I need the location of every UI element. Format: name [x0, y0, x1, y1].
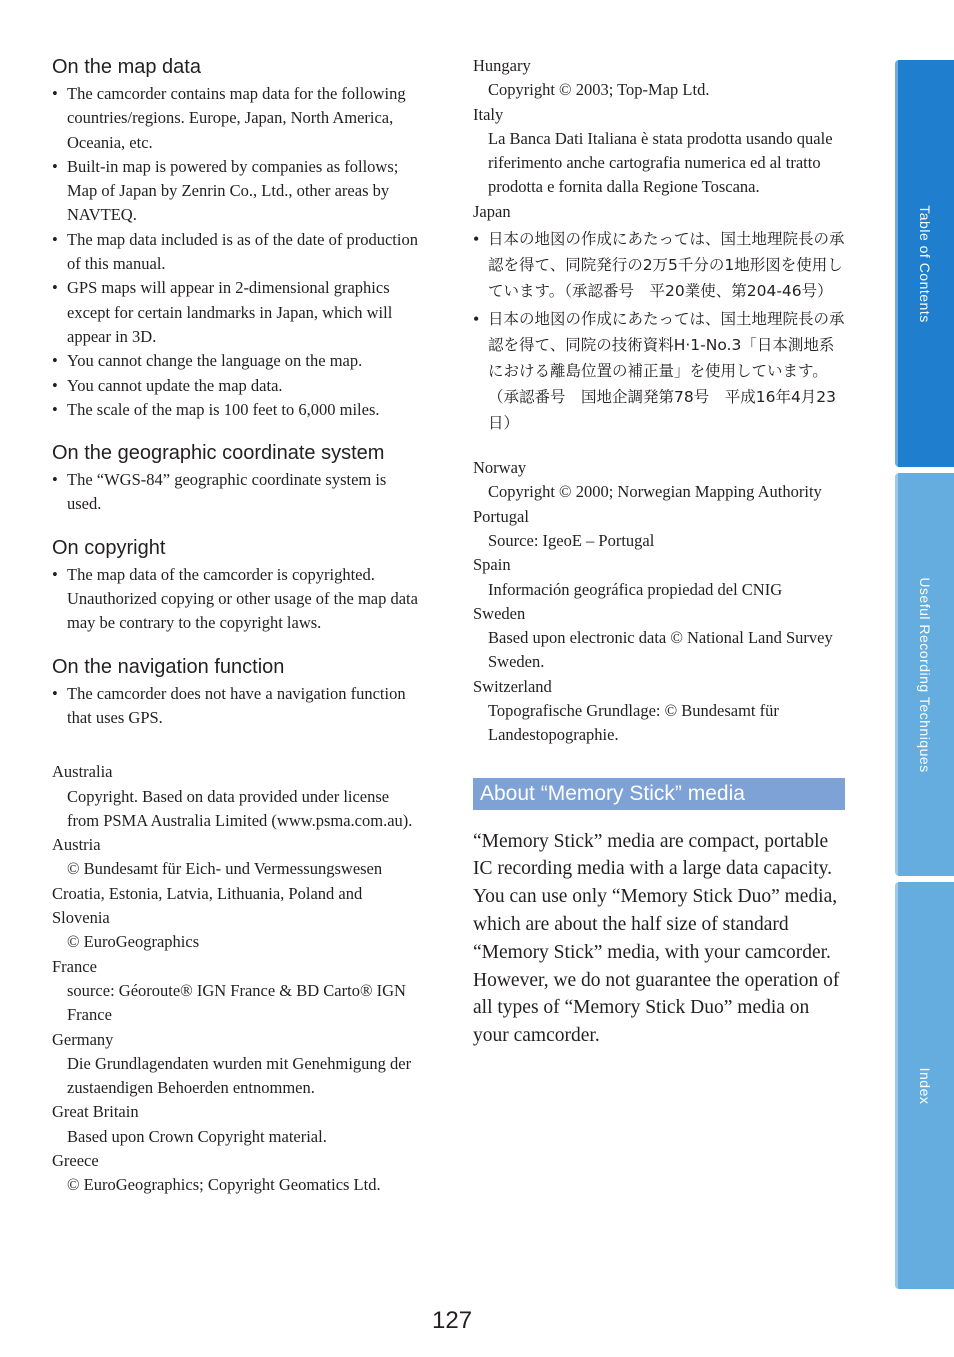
country-entry	[52, 955, 424, 1028]
country-name: Australia	[52, 762, 113, 782]
country-name: France	[52, 956, 97, 976]
country-text: Based upon Crown Copyright material.	[67, 1126, 327, 1146]
country-entry	[473, 675, 845, 748]
navigation-heading: On the navigation function	[52, 655, 285, 678]
country-entry-japan	[473, 200, 845, 436]
country-name: Spain	[473, 555, 511, 575]
list-item: • The “WGS-84” geographic coordinate system is used.	[52, 468, 424, 517]
memory-stick-body	[473, 828, 845, 1050]
country-text: La Banca Dati Italiana è stata prodotta usando quale riferimento anche cartografia numerica ed al tratto prodotta e fornita dalla Regione Toscana.	[488, 128, 833, 197]
left-column	[52, 54, 424, 1198]
tab-useful-recording-techniques[interactable]	[895, 473, 954, 876]
country-name: Hungary	[473, 56, 531, 75]
right-column	[473, 54, 845, 1050]
country-text: Copyright © 2000; Norwegian Mapping Authority	[488, 482, 822, 502]
country-entry	[473, 505, 845, 554]
country-name: Great Britain	[52, 1102, 139, 1122]
country-entry	[52, 1100, 424, 1149]
country-name: Japan	[473, 201, 511, 221]
copyright-list	[52, 563, 424, 636]
country-text: © Bundesamt für Eich- und Vermessungswesen	[67, 859, 383, 879]
tab-table-of-contents[interactable]	[895, 60, 954, 467]
country-text: Copyright © 2003; Top-Map Ltd.	[488, 80, 710, 100]
country-entry	[473, 553, 845, 602]
list-item: • The map data of the camcorder is copyrighted. Unauthorized copying or other usage of the map data may be contrary to the copyright laws.	[52, 563, 424, 636]
country-text: Información geográfica propiedad del CNIG	[488, 579, 783, 599]
country-name: Germany	[52, 1029, 114, 1049]
list-item: • GPS maps will appear in 2-dimensional graphics except for certain landmarks in Japan, which will appear in 3D.	[52, 276, 424, 349]
country-text: Source: IgeoE – Portugal	[488, 530, 655, 550]
country-text: Based upon electronic data © National Land Survey Sweden.	[488, 628, 833, 672]
country-name: Switzerland	[473, 676, 552, 696]
list-item: • The map data included is as of the date of production of this manual.	[52, 228, 424, 277]
country-entry	[52, 882, 424, 955]
country-entry	[473, 54, 845, 103]
tab-label: Index	[916, 1067, 933, 1104]
tab-label: Useful Recording Techniques	[916, 576, 933, 773]
country-name: Norway	[473, 458, 527, 478]
paragraph: However, we do not guarantee the operation of all types of “Memory Stick Duo” media on your camcorder.	[473, 969, 840, 1047]
japan-list	[473, 226, 845, 436]
country-name: Croatia, Estonia, Latvia, Lithuania, Poland and Slovenia	[52, 883, 363, 928]
country-name: Italy	[473, 104, 504, 124]
map-data-list	[52, 82, 424, 422]
navigation-list	[52, 682, 424, 731]
country-text: Copyright. Based on data provided under license from PSMA Australia Limited (www.psma.com.au).	[67, 786, 413, 830]
list-item: • You cannot change the language on the map.	[52, 349, 424, 373]
country-text: Topografische Grundlage: © Bundesamt für Landestopographie.	[488, 701, 779, 745]
list-item: • You cannot update the map data.	[52, 374, 424, 398]
list-item: • The camcorder does not have a navigation function that uses GPS.	[52, 682, 424, 731]
geo-list	[52, 468, 424, 517]
memory-stick-heading: About “Memory Stick” media	[473, 778, 845, 810]
country-entry	[473, 456, 845, 505]
paragraph: You can use only “Memory Stick Duo” media, which are about the half size of standard “Memory Stick” media, with your camcorder.	[473, 886, 838, 963]
list-item: • Built-in map is powered by companies as follows; Map of Japan by Zenrin Co., Ltd., other areas by NAVTEQ.	[52, 155, 424, 228]
country-entry	[473, 602, 845, 675]
country-text: source: Géoroute® IGN France & BD Carto® IGN France	[67, 980, 406, 1025]
list-item: • The camcorder contains map data for the following countries/regions. Europe, Japan, North America, Oceania, etc.	[52, 82, 424, 155]
page-number: 127	[432, 1307, 473, 1334]
list-item: • 日本の地図の作成にあたっては、国土地理院長の承認を得て、同院発行の2万5千分の1地形図を使用しています。（承認番号 平20業使、第204-46号）	[473, 226, 845, 304]
country-entry	[52, 1149, 424, 1198]
country-entry	[473, 103, 845, 200]
tab-index[interactable]	[895, 882, 954, 1289]
list-item: • 日本の地図の作成にあたっては、国土地理院長の承認を得て、同院の技術資料H·1-No.3「日本測地系における離島位置の補正量」を使用しています。（承認番号 国地企調発第78号 平成16年4月23日）	[473, 306, 845, 436]
country-name: Greece	[52, 1150, 99, 1170]
paragraph: “Memory Stick” media are compact, portable IC recording media with a large data capacity.	[473, 830, 832, 880]
country-text: © EuroGeographics; Copyright Geomatics Ltd.	[67, 1175, 381, 1195]
tab-label: Table of Contents	[916, 204, 933, 323]
copyright-heading: On copyright	[52, 536, 166, 559]
country-name: Sweden	[473, 603, 526, 623]
country-text: © EuroGeographics	[67, 932, 200, 952]
country-text: Die Grundlagendaten wurden mit Genehmigung der zustaendigen Behoerden entnommen.	[67, 1053, 412, 1098]
country-entry	[52, 833, 424, 882]
country-entry	[52, 760, 424, 833]
country-name: Austria	[52, 835, 101, 855]
country-name: Portugal	[473, 506, 529, 526]
map-data-heading: On the map data	[52, 56, 201, 78]
geo-heading: On the geographic coordinate system	[52, 442, 385, 465]
country-entry	[52, 1028, 424, 1101]
list-item: • The scale of the map is 100 feet to 6,000 miles.	[52, 398, 424, 422]
